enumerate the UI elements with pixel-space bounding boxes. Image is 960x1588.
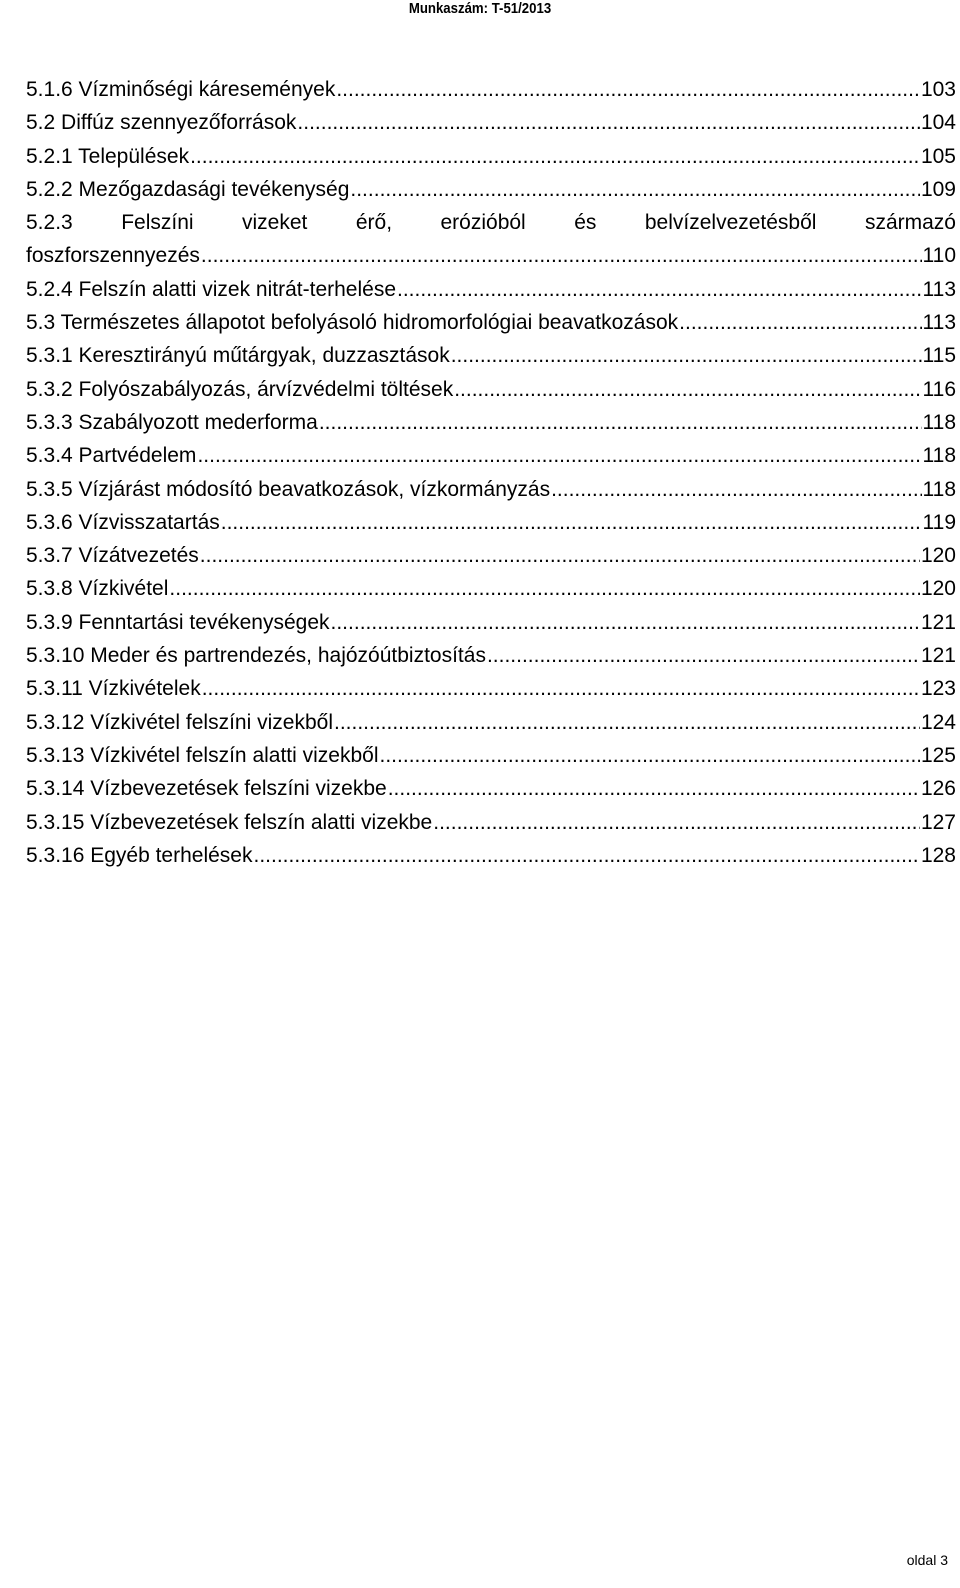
toc-entry-page: 120 [920,577,956,601]
toc-leader-dots [200,539,920,572]
toc-leader-dots [331,606,920,639]
toc-leader-dots [433,806,920,839]
toc-entry-5-3-14[interactable] [26,772,956,805]
toc-entry-page: 103 [920,78,956,101]
toc-entry-word: belvízelvezetésből [644,211,817,235]
toc-entry-page: 124 [920,710,956,734]
toc-leader-dots [254,839,920,872]
toc-entry-5-3-15[interactable] [26,806,956,839]
toc-entry-5-3-3[interactable] [26,406,956,439]
toc-entry-label: 5.3.16 Egyéb terhelések [26,843,253,867]
toc-entry-page: 119 [922,510,956,534]
toc-entry-page: 123 [920,677,956,701]
toc-leader-dots [336,73,920,106]
toc-entry-continuation [26,239,956,272]
toc-entry-label: 5.3.3 Szabályozott mederforma [26,410,318,434]
toc-entry-5-3-6[interactable] [26,506,956,539]
toc-entry-page: 109 [920,177,956,201]
toc-leader-dots [451,339,922,372]
toc-entry-word: 5.2.3 [26,211,73,235]
toc-entry-5-2-3[interactable] [26,206,956,273]
toc-entry-label: 5.3.1 Keresztirányú műtárgyak, duzzasztások [26,344,450,368]
toc-entry-label: 5.3.10 Meder és partrendezés, hajózóútbiztosítás [26,644,486,668]
toc-leader-dots [169,572,920,605]
toc-entry-5-3-7[interactable] [26,539,956,572]
toc-entry-label: 5.3.5 Vízjárást módosító beavatkozások, vízkormányzás [26,477,551,501]
toc-entry-page: 118 [922,410,956,434]
toc-entry-5-2-4[interactable] [26,273,956,306]
toc-entry-word: Felszíni [121,211,194,235]
toc-entry-page: 105 [920,144,956,168]
toc-entry-page: 115 [922,344,956,368]
toc-entry-label: 5.3.14 Vízbevezetések felszíni vizekbe [26,777,387,801]
toc-entry-label: 5.1.6 Vízminőségi káresemények [26,78,336,101]
page-number: oldal 3 [906,1552,948,1568]
toc-entry-word: érő, [355,211,393,235]
toc-entry-page: 126 [920,777,956,801]
toc-leader-dots [319,406,922,439]
toc-entry-5-3[interactable] [26,306,956,339]
toc-entry-label: 5.2 Diffúz szennyezőforrások [26,111,297,135]
toc-entry-label: 5.2.1 Települések [26,144,190,168]
toc-entry-label: 5.2.4 Felszín alatti vizek nitrát-terhelése [26,277,397,301]
toc-leader-dots [190,140,920,173]
toc-entry-page: 116 [922,377,956,401]
toc-entry-label-line [26,206,956,239]
toc-entry-label: foszforszennyezés [26,244,200,268]
toc-entry-label: 5.3.4 Partvédelem [26,444,197,468]
toc-entry-5-3-11[interactable] [26,672,956,705]
toc-entry-5-3-1[interactable] [26,339,956,372]
toc-entry-page: 128 [920,843,956,867]
toc-leader-dots [397,273,922,306]
toc-entry-5-3-5[interactable] [26,473,956,506]
toc-leader-dots [221,506,922,539]
toc-entry-label: 5.3.2 Folyószabályozás, árvízvédelmi töltések [26,377,454,401]
toc-entry-page: 127 [920,810,956,834]
toc-entry-label: 5.3.11 Vízkivételek [26,677,201,701]
toc-leader-dots [380,739,920,772]
toc-entry-5-3-10[interactable] [26,639,956,672]
toc-entry-label: 5.3.8 Vízkivétel [26,577,169,601]
toc-entry-label: 5.3.7 Vízátvezetés [26,544,199,568]
toc-entry-page: 118 [922,477,956,501]
toc-entry-page: 104 [920,111,956,135]
toc-leader-dots [551,473,921,506]
toc-entry-page: 120 [920,544,956,568]
toc-entry-page: 110 [922,244,956,268]
toc-leader-dots [334,706,920,739]
toc-leader-dots [350,173,920,206]
toc-entry-label: 5.3.13 Vízkivétel felszín alatti vizekből [26,743,379,767]
toc-entry-5-3-4[interactable] [26,439,956,472]
toc-entry-page: 125 [920,743,956,767]
toc-entry-page: 118 [922,444,956,468]
toc-entry-5-2-2[interactable] [26,173,956,206]
toc-entry-5-3-16[interactable] [26,839,956,872]
toc-entry-5-3-2[interactable] [26,373,956,406]
toc-entry-label: 5.3.15 Vízbevezetések felszín alatti vizekbe [26,810,433,834]
toc-leader-dots [388,772,920,805]
toc-leader-dots [454,373,921,406]
toc-leader-dots [487,639,920,672]
toc-leader-dots [197,439,921,472]
toc-entry-page: 121 [920,644,956,668]
table-of-contents [26,73,956,872]
toc-entry-5-2-1[interactable] [26,140,956,173]
toc-entry-word: származó [864,211,956,235]
toc-leader-dots [297,106,920,139]
toc-leader-dots [201,239,922,272]
toc-entry-label: 5.2.2 Mezőgazdasági tevékenység [26,177,350,201]
toc-entry-5-3-13[interactable] [26,739,956,772]
toc-entry-page: 113 [922,311,956,335]
toc-entry-page: 113 [922,277,956,301]
toc-entry-5-3-9[interactable] [26,606,956,639]
toc-entry-word: és [574,211,597,235]
toc-entry-label: 5.3.9 Fenntartási tevékenységek [26,610,330,634]
page-header: Munkaszám: T-51/2013 [408,0,552,17]
toc-entry-label: 5.3.6 Vízvisszatartás [26,510,220,534]
toc-entry-5-3-8[interactable] [26,572,956,605]
toc-entry-5-2[interactable] [26,106,956,139]
toc-entry-5-3-12[interactable] [26,706,956,739]
toc-leader-dots [202,672,920,705]
toc-entry-page: 121 [920,610,956,634]
toc-entry-label: 5.3.12 Vízkivétel felszíni vizekből [26,710,333,734]
toc-entry-word: erózióból [440,211,526,235]
toc-entry-label: 5.3 Természetes állapotot befolyásoló hidromorfológiai beavatkozások [26,311,679,335]
toc-entry-word: vizeket [242,211,308,235]
toc-leader-dots [679,306,921,339]
toc-entry-5-1-6[interactable] [26,73,956,106]
